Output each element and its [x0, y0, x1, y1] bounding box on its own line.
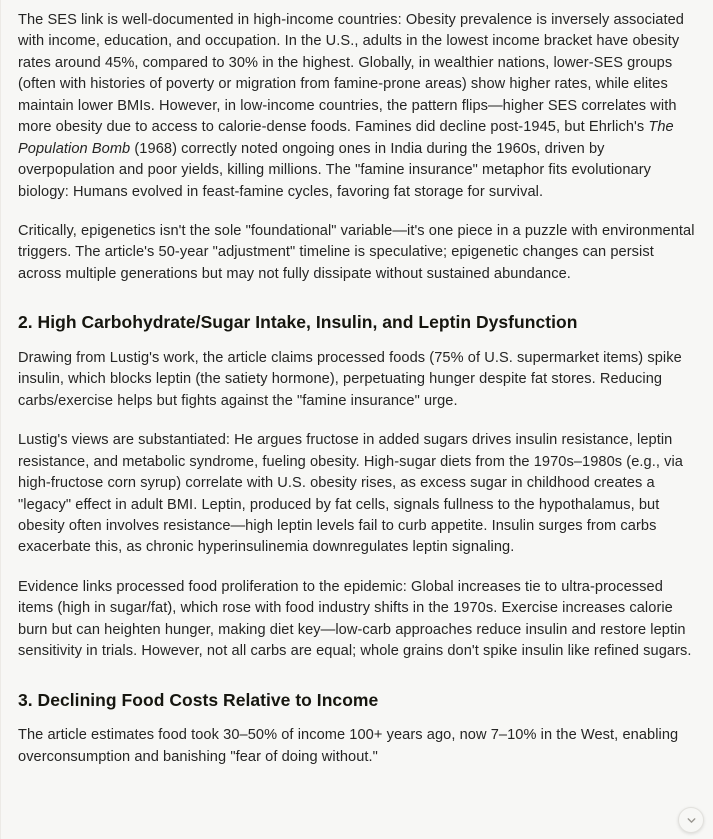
- document-body: [18, 10, 695, 768]
- text-run: Drawing from Lustig's work, the article claims processed foods (75% of U.S. supermarket items) spike insulin, which blocks leptin (the satiety hormone), perpetuating hunger despite fat stores. Reducing carbs/exercise helps but fights against the "famine insurance" urge.: [18, 349, 682, 409]
- text-run: (1968) correctly noted ongoing ones in India during the 1960s, driven by overpopulation and poor yields, killing millions. The "famine insurance" metaphor fits evolutionary biology: Humans evolved in feast-famine cycles, favoring fat storage for survival.: [18, 140, 652, 200]
- epigenetics-paragraph: [18, 221, 695, 285]
- processed-food-evidence-paragraph: [18, 577, 695, 663]
- food-cost-estimate-paragraph: [18, 725, 695, 768]
- left-edge-divider: [0, 0, 1, 839]
- ses-link-paragraph: [18, 10, 695, 203]
- text-run: Lustig's views are substantiated: He argues fructose in added sugars drives insulin resistance, leptin resistance, and metabolic syndrome, fueling obesity. High-sugar diets from the 1970s–1980s (e.g., via high-fructose corn syrup) correlate with U.S. obesity rises, as excess sugar in childhood creates a "legacy" effect in adult BMI. Leptin, produced by fat cells, signals fullness to the hypothalamus, but obesity often involves resistance—high leptin levels fail to curb appetite. Insulin surges from carbs exacerbate this, as chronic hyperinsulinemia downregulates leptin signaling.: [18, 432, 683, 556]
- text-run: 3. Declining Food Costs Relative to Income: [18, 689, 379, 710]
- text-run: 2. High Carbohydrate/Sugar Intake, Insulin, and Leptin Dysfunction: [18, 312, 578, 333]
- text-run: Evidence links processed food proliferation to the epidemic: Global increases tie to ultra-processed items (high in sugar/fat), which rose with food industry shifts in the 1970s. Exercise increases calorie burn but can heighten hunger, making diet key—low-carb approaches reduce insulin and restore leptin sensitivity in trials. However, not all carbs are equal; whole grains don't spike insulin like refined sugars.: [18, 578, 692, 660]
- italic-run: The Population Bomb: [18, 119, 674, 157]
- text-run: The SES link is well-documented in high-income countries: Obesity prevalence is inversely associated with income, education, and occupation. In the U.S., adults in the lowest income bracket have obesity rates around 45%, compared to 30% in the highest. Globally, in wealthier nations, lower-SES groups (often with histories of poverty or migration from famine-prone areas) show higher rates, while elites maintain lower BMIs. However, in low-income countries, the pattern flips—higher SES correlates with more obesity due to access to calorie-dense foods. Famines did decline post-1945, but Ehrlich's: [18, 12, 684, 136]
- text-run: Critically, epigenetics isn't the sole "foundational" variable—it's one piece in a puzzle with environmental triggers. The article's 50-year "adjustment" timeline is speculative; epigenetic changes can persist across multiple generations but may not fully dissipate without sustained abundance.: [18, 222, 695, 282]
- scroll-down-button[interactable]: [678, 807, 704, 833]
- heading-declining-food-costs: [18, 689, 695, 713]
- lustig-substantiation-paragraph: [18, 430, 695, 559]
- chevron-down-icon: [685, 814, 698, 827]
- text-run: The article estimates food took 30–50% of income 100+ years ago, now 7–10% in the West, enabling overconsumption and banishing "fear of doing without.": [18, 727, 679, 765]
- heading-carbohydrate-insulin-leptin: [18, 311, 695, 335]
- lustig-claim-paragraph: [18, 348, 695, 412]
